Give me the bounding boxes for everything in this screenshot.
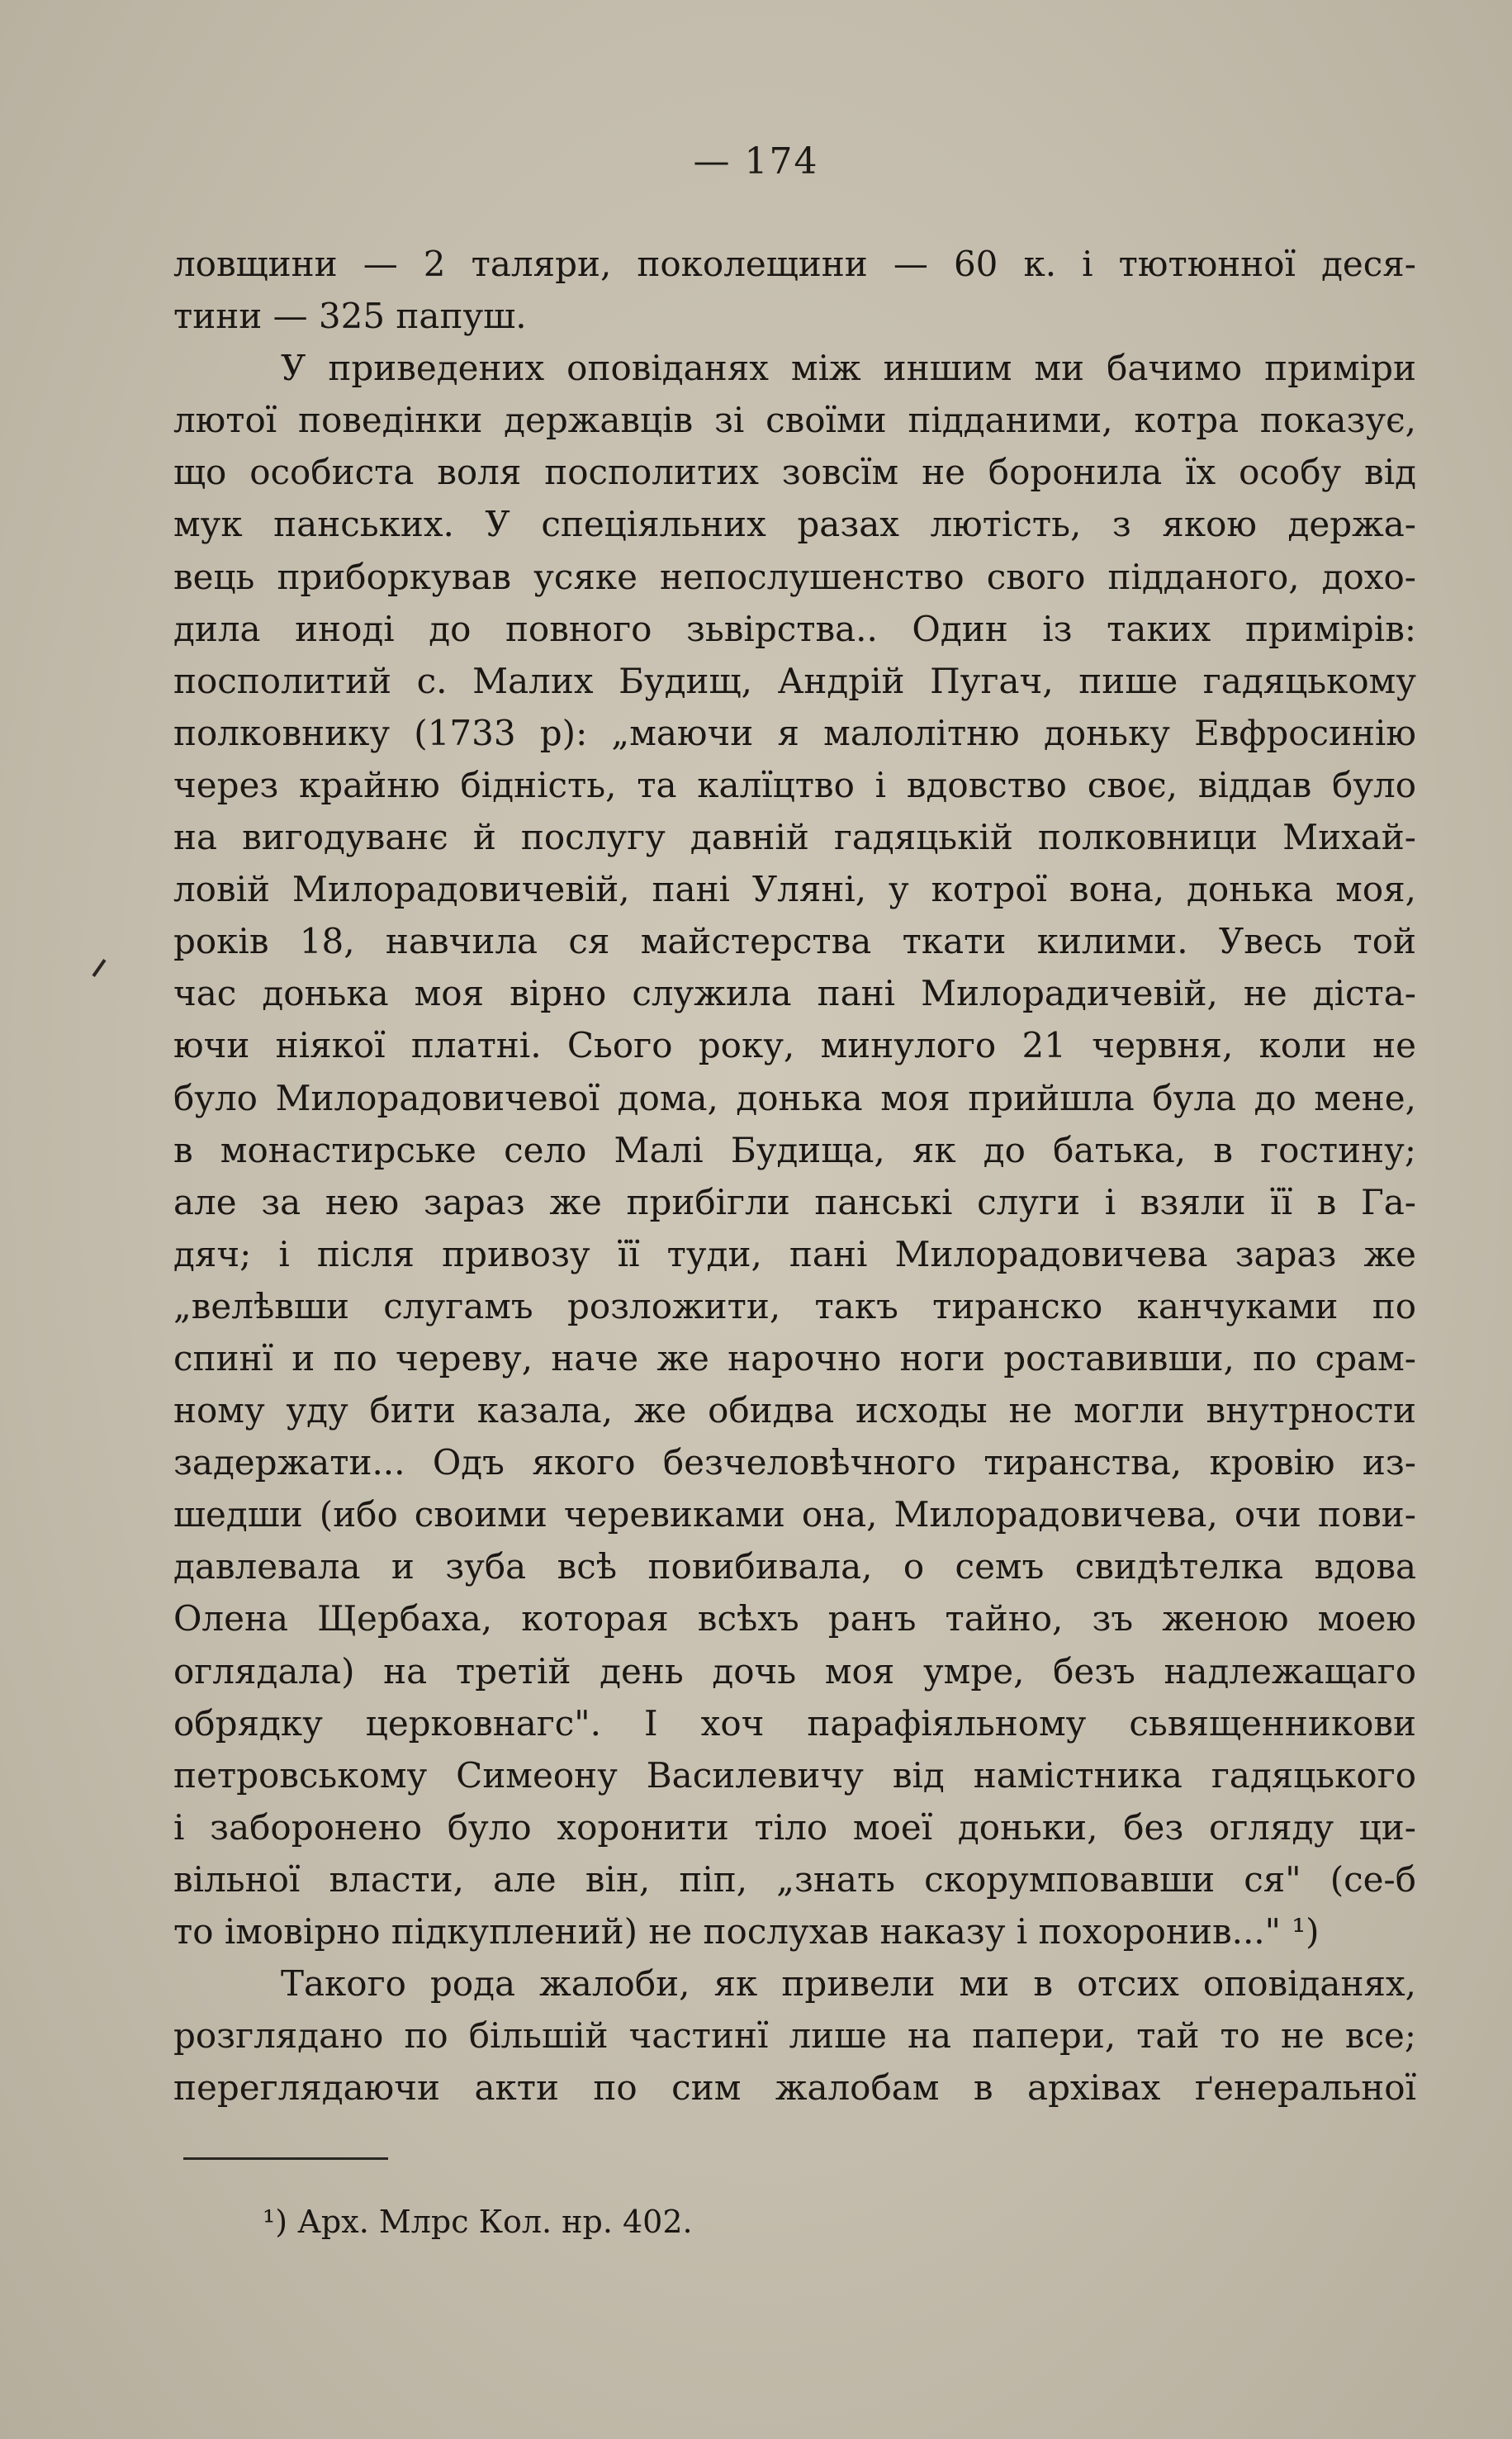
text-line: переглядаючи акти по сим жалобам в архівах ґенеральної — [173, 2067, 1416, 2109]
text-line: „велѣвши слугамъ розложити, такъ тиранско канчуками по — [173, 1285, 1416, 1326]
margin-pencil-mark — [92, 959, 106, 977]
page-number: — 174 — [693, 140, 819, 183]
text-line: лютої поведінки державців зі своїми підданими, котра показує, — [173, 400, 1416, 441]
body-text — [173, 238, 1416, 2114]
text-line: обрядку церковнагс". І хоч парафіяльному сьвященникови — [173, 1702, 1416, 1744]
text-line: посполитий с. Малих Будищ, Андрій Пугач, пише гадяцькому — [173, 660, 1416, 701]
text-line: Олена Щербаха, которая всѣхъ ранъ тайно, зъ женою моею — [173, 1598, 1416, 1639]
text-line: ному уду бити казала, же обидва исходы не могли внутрности — [173, 1390, 1416, 1431]
text-line: в монастирське село Малі Будища, як до батька, в гостину; — [173, 1129, 1416, 1170]
text-line: час донька моя вірно служила пані Милорадичевій, не діста- — [173, 973, 1416, 1014]
text-line: ловщини — 2 таляри, поколещини — 60 к. і тютюнної деся- — [173, 244, 1416, 284]
paragraph-start-line: У приведених оповіданях між иншим ми бачимо приміри — [281, 348, 1416, 389]
text-line: ловій Милорадовичевій, пані Уляні, у котрої вона, донька моя, — [173, 869, 1416, 910]
text-line: було Милорадовичевої дома, донька моя прийшла була до мене, — [173, 1077, 1416, 1118]
footnote — [263, 2197, 693, 2247]
paragraph-start-line: Такого рода жалоби, як привели ми в отсих оповіданях, — [281, 1963, 1416, 2005]
text-line: вільної власти, але він, піп, „знать скорумповавши ся" (се-б — [173, 1858, 1416, 1900]
text-line: тини — 325 папуш. — [173, 296, 527, 337]
text-line: що особиста воля посполитих зовсїм не боронила їх особу від — [173, 452, 1416, 493]
footnote-text: Арх. Млрс Кол. нр. 402. — [297, 2204, 693, 2240]
text-line: років 18, навчила ся майстерства ткати килими. Увесь той — [173, 921, 1416, 962]
text-line: але за нею зараз же прибігли панські слуги і взяли її в Га- — [173, 1181, 1416, 1222]
text-line: дяч; і після привозу її туди, пані Милорадовичева зараз же — [173, 1233, 1416, 1274]
text-line: на вигодуванє й послугу давній гадяцькій полковници Михай- — [173, 817, 1416, 858]
text-line: оглядала) на третій день дочь моя умре, безъ надлежащаго — [173, 1650, 1416, 1692]
text-line: дила иноді до повного зьвірства.. Один із таких примірів: — [173, 608, 1416, 649]
text-line: давлевала и зуба всѣ повибивала, о семъ свидѣтелка вдова — [173, 1546, 1416, 1587]
text-line: вець приборкував усяке непослушенство свого підданого, дохо- — [173, 556, 1416, 597]
text-line: то імовірно підкуплений) не послухав наказу і похоронив..." ¹) — [173, 1911, 1320, 1952]
footnote-divider — [183, 2157, 388, 2160]
text-line: розглядано по більшій частинї лише на папери, тай то не все; — [173, 2015, 1416, 2057]
text-line: через крайню бідність, та калїцтво і вдовство своє, віддав було — [173, 764, 1416, 805]
text-line: задержати... Одъ якого безчеловѣчного тиранства, кровію из- — [173, 1442, 1416, 1483]
text-line: петровському Симеону Василевичу від намістника гадяцького — [173, 1754, 1416, 1796]
text-line: ючи ніякої платні. Сього року, минулого 21 червня, коли не — [173, 1025, 1416, 1066]
text-line: мук панських. У спецiяльних разах лютість, з якою держа- — [173, 504, 1416, 545]
text-line: і заборонено було хоронити тіло моеї доньки, без огляду ци- — [173, 1806, 1416, 1848]
text-line: полковнику (1733 р): „маючи я малолітню доньку Евфросинію — [173, 712, 1416, 753]
text-line: спинї и по череву, наче же нарочно ноги роставивши, по срам- — [173, 1337, 1416, 1378]
text-line: шедши (ибо своими черевиками она, Милорадовичева, очи пови- — [173, 1494, 1416, 1535]
footnote-marker: ¹) — [263, 2204, 288, 2240]
